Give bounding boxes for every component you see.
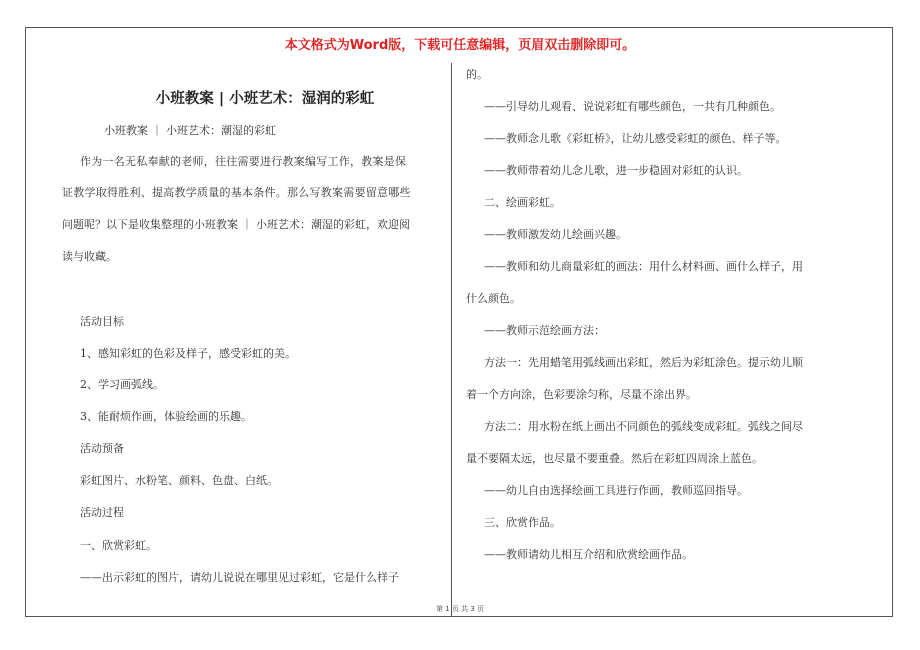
paragraph-line: 量不要隔太远，也尽量不要重叠。然后在彩虹四周涂上蓝色。 <box>466 452 763 465</box>
subtitle-line: 小班教案 ｜ 小班艺术：潮湿的彩虹 <box>104 124 276 137</box>
paragraph-line: 证教学取得胜利、提高教学质量的基本条件。那么写教案需要留意哪些 <box>62 186 411 199</box>
section-heading: 活动预备 <box>80 442 124 455</box>
section-heading: 活动目标 <box>80 315 124 328</box>
list-item: 3、能耐烦作画，体验绘画的乐趣。 <box>80 410 252 423</box>
list-item: 1、感知彩虹的色彩及样子，感受彩虹的美。 <box>80 347 296 360</box>
paragraph-line: 的。 <box>466 68 488 81</box>
paragraph-line: 读与收藏。 <box>62 250 117 263</box>
paragraph-line: 什么颜色。 <box>466 292 521 305</box>
paragraph-line: ——教师示范绘画方法： <box>484 324 605 337</box>
list-item: 2、学习画弧线。 <box>80 378 164 391</box>
paragraph-line: ——教师带着幼儿念儿歌，进一步稳固对彩虹的认识。 <box>484 164 748 177</box>
paragraph-line: ——教师念儿歌《彩虹桥》，让幼儿感受彩虹的颜色、样子等。 <box>484 132 787 145</box>
paragraph-line: ——引导幼儿观看、说说彩虹有哪些颜色，一共有几种颜色。 <box>484 100 781 113</box>
paragraph-line: 着一个方向涂，色彩要涂匀称，尽量不涂出界。 <box>466 388 697 401</box>
paragraph-line: ——教师激发幼儿绘画兴趣。 <box>484 228 627 241</box>
paragraph-line: ——出示彩虹的图片，请幼儿说说在哪里见过彩虹，它是什么样子 <box>80 571 399 584</box>
paragraph-line: ——教师请幼儿相互介绍和欣赏绘画作品。 <box>484 548 693 561</box>
paragraph-line: 作为一名无私奉献的老师，往往需要进行教案编写工作，教案是保 <box>80 155 407 168</box>
paragraph-line: ——教师和幼儿商量彩虹的画法：用什么材料画、画什么样子，用 <box>484 260 803 273</box>
section-heading: 活动过程 <box>80 506 124 519</box>
page-frame <box>25 27 893 617</box>
paragraph-line: ——幼儿自由选择绘画工具进行作画，教师巡回指导。 <box>484 484 748 497</box>
paragraph-line: 方法一：先用蜡笔用弧线画出彩虹，然后为彩虹涂色。提示幼儿顺 <box>484 356 803 369</box>
paragraph-line: 问题呢？以下是收集整理的小班教案 ｜ 小班艺术：潮湿的彩虹，欢迎阅 <box>62 218 410 231</box>
section-heading: 二、绘画彩虹。 <box>484 196 561 209</box>
paragraph-line: 方法二：用水粉在纸上画出不同颜色的弧线变成彩虹。弧线之间尽 <box>484 420 803 433</box>
document-title: 小班教案 | 小班艺术：湿润的彩虹 <box>155 91 375 107</box>
section-heading: 三、欣赏作品。 <box>484 516 561 529</box>
column-divider <box>451 63 452 617</box>
header-notice: 本文格式为Word版，下载可任意编辑，页眉双击删除即可。 <box>284 38 636 53</box>
paragraph-line: 一、欣赏彩虹。 <box>80 539 157 552</box>
paragraph-line: 彩虹图片、水粉笔、颜料、色盘、白纸。 <box>80 474 278 487</box>
page-number: 第 1 页 共 3 页 <box>435 605 485 613</box>
